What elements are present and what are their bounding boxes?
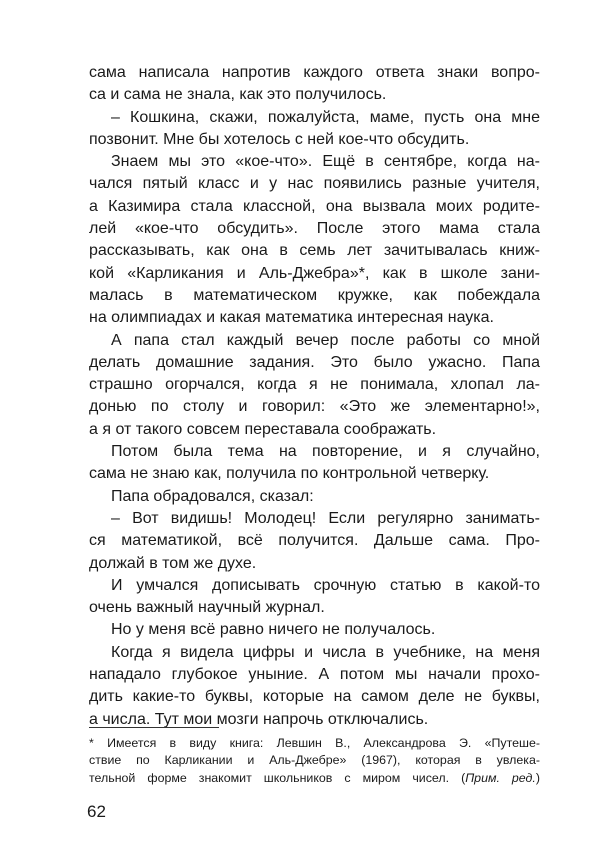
text-line: очень важный научный журнал. [89, 599, 325, 617]
text-line: – Кошкина, скажи, пожалуйста, маме, пусть она мне [111, 108, 540, 126]
text-line: должай в том же духе. [89, 554, 257, 572]
text-line: И умчался дописывать срочную статью в какой-то [111, 576, 540, 594]
editor-note: Прим. ред. [465, 770, 536, 785]
text-line: а числа. Тут мои мозги напрочь отключались. [89, 710, 429, 728]
footnote-text: тельной форме знакомит школьников с миром чисел. ( [89, 770, 466, 785]
body-text [89, 62, 540, 731]
text-line: позвонит. Мне бы хотелось с ней кое-что обсудить. [89, 130, 470, 148]
footnote-divider [89, 727, 219, 728]
text-line: а я от такого совсем переставала соображать. [89, 420, 437, 438]
footnote-text-end: ) [535, 770, 540, 785]
text-line: рассказывать, как она в семь лет зачитывалась книж- [89, 242, 540, 260]
text-line: ся математикой, всё получится. Дальше сама. Про- [89, 532, 540, 550]
text-line: дить какие-то буквы, которые на самом деле не буквы, [89, 688, 540, 706]
text-line: малась в математическом кружке, как побеждала [89, 286, 540, 304]
text-line: донью по столу и говорил: «Это же элементарно!», [89, 398, 540, 416]
text-line: Папа обрадовался, сказал: [111, 487, 314, 505]
text-line: сама не знаю как, получила по контрольной четверку. [89, 465, 490, 483]
text-line: лей «кое-что обсудить». После этого мама стала [89, 220, 540, 238]
text-line: Потом была тема на повторение, и я случайно, [111, 443, 540, 461]
page-number: 62 [87, 802, 106, 821]
footnote-line: ствие по Карликании и Аль-Джебре» (1967), которая в увлека- [89, 753, 540, 768]
text-line: Когда я видела цифры и числа в учебнике, на меня [111, 643, 540, 661]
text-line: нападало глубокое уныние. А потом мы начали прохо- [89, 666, 540, 684]
text-line: чался пятый класс и у нас появились разные учителя, [89, 175, 540, 193]
text-line: Но у меня всё равно ничего не получалось. [111, 621, 436, 639]
footnote [89, 735, 540, 787]
text-line: делать домашние задания. Это было ужасно. Папа [89, 353, 540, 371]
text-line: сама написала напротив каждого ответа знаки вопро- [89, 64, 540, 81]
text-line: А папа стал каждый вечер после работы со мной [111, 331, 540, 349]
text-line: са и сама не знала, как это получилось. [89, 86, 387, 104]
text-line: страшно огорчался, когда я не понимала, хлопал ла- [89, 376, 540, 394]
text-line: – Вот видишь! Молодец! Если регулярно занимать- [111, 509, 540, 527]
footnote-line [89, 770, 540, 787]
text-line: а Казимира стала классной, она вызвала моих родите- [89, 197, 540, 215]
text-line: на олимпиадах и какая математика интересная наука. [89, 309, 494, 327]
footnote-line: * Имеется в виду книга: Левшин В., Александрова Э. «Путеше- [89, 736, 540, 750]
text-line: кой «Карликания и Аль-Джебра»*, как в школе зани- [89, 264, 540, 282]
text-line: Знаем мы это «кое-что». Ещё в сентябре, когда на- [111, 153, 540, 171]
